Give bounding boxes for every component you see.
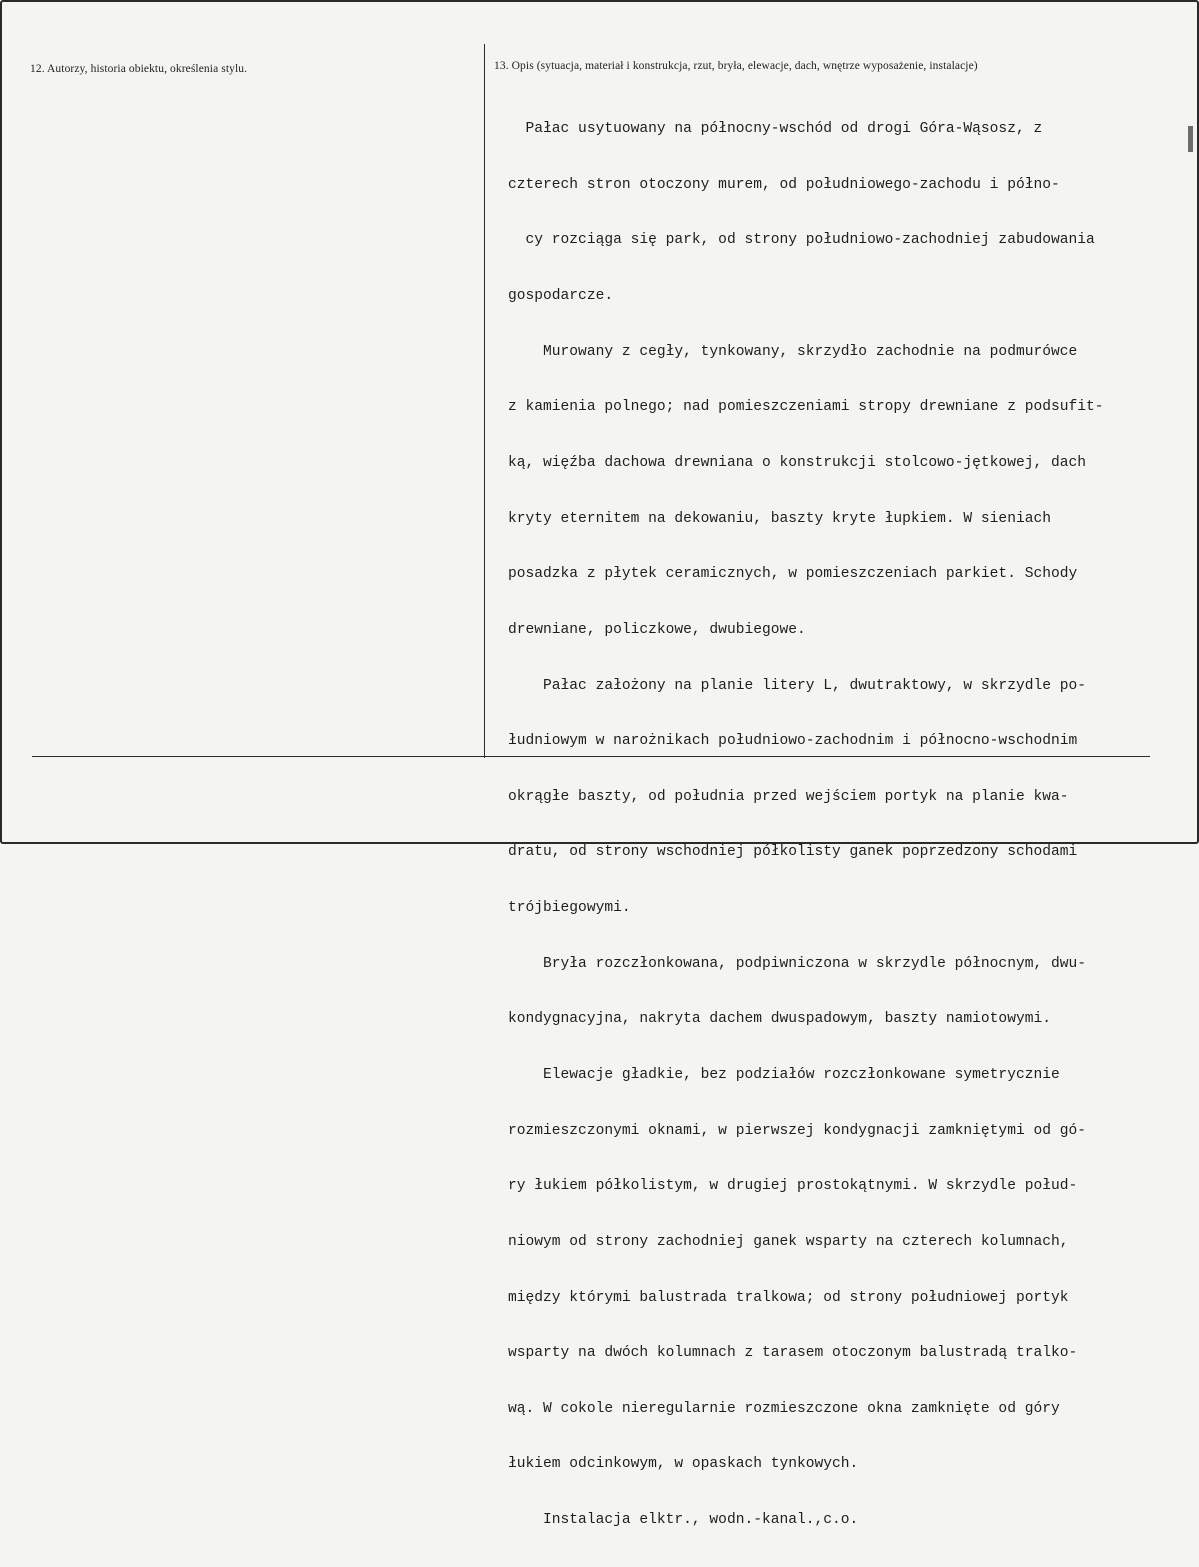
description-line: Pałac usytuowany na północny-wschód od drogi Góra-Wąsosz, z — [508, 121, 1043, 138]
description-line: łudniowym w narożnikach południowo-zachodnim i północno-wschodnim — [508, 733, 1078, 750]
description-line: Elewacje gładkie, bez podziałów rozczłonkowane symetrycznie — [508, 1066, 1060, 1083]
description-line: okrągłe baszty, od południa przed wejściem portyk na planie kwa- — [508, 788, 1069, 805]
column-divider — [484, 44, 485, 758]
field-12-label: 12. Autorzy, historia obiektu, określenia stylu. — [30, 63, 248, 75]
description-line: z kamienia polnego; nad pomieszczeniami stropy drewniane z podsufit- — [508, 399, 1104, 416]
description-line: gospodarcze. — [508, 288, 614, 305]
description-line: dratu, od strony wschodniej półkolisty ganek poprzedzony schodami — [508, 844, 1078, 861]
description-line: cy rozciąga się park, od strony południowo-zachodniej zabudowania — [508, 232, 1095, 249]
field-13-label: 13. Opis (sytuacja, materiał i konstrukcja, rzut, bryła, elewacje, dach, wnętrze wyposażenie, instalacje) — [494, 60, 978, 72]
description-line: niowym od strony zachodniej ganek wsparty na czterech kolumnach, — [508, 1233, 1069, 1250]
description-line: wą. W cokole nieregularnie rozmieszczone okna zamknięte od góry — [508, 1400, 1060, 1417]
description-line: Pałac założony na planie litery L, dwutraktowy, w skrzydle po- — [508, 677, 1087, 694]
description-line: trójbiegowymi. — [508, 900, 631, 917]
description-line: kondygnacyjna, nakryta dachem dwuspadowym, baszty namiotowymi. — [508, 1011, 1051, 1028]
field-13-description — [508, 83, 1198, 1567]
scan-edge-mark — [1188, 126, 1193, 152]
description-line: wsparty na dwóch kolumnach z tarasem otoczonym balustradą tralko- — [508, 1345, 1078, 1362]
description-line: rozmieszczonymi oknami, w pierwszej kondygnacji zamkniętymi od gó- — [508, 1122, 1087, 1139]
description-line: Murowany z cegły, tynkowany, skrzydło zachodnie na podmurówce — [508, 343, 1078, 360]
description-line: Bryła rozczłonkowana, podpiwniczona w skrzydle północnym, dwu- — [508, 955, 1087, 972]
description-line: drewniane, policzkowe, dwubiegowe. — [508, 621, 806, 638]
description-line: czterech stron otoczony murem, od południowego-zachodu i półno- — [508, 176, 1060, 193]
bottom-rule — [32, 756, 1150, 757]
description-line: ry łukiem półkolistym, w drugiej prostokątnymi. W skrzydle połud- — [508, 1178, 1078, 1195]
description-line: łukiem odcinkowym, w opaskach tynkowych. — [508, 1456, 859, 1473]
description-line: między którymi balustrada tralkowa; od strony południowej portyk — [508, 1289, 1069, 1306]
description-line: posadzka z płytek ceramicznych, w pomieszczeniach parkiet. Schody — [508, 566, 1078, 583]
description-line: ką, więźba dachowa drewniana o konstrukcji stolcowo-jętkowej, dach — [508, 454, 1087, 471]
description-line: kryty eternitem na dekowaniu, baszty kryte łupkiem. W sieniach — [508, 510, 1051, 527]
description-line: Instalacja elktr., wodn.-kanal.,c.o. — [508, 1512, 859, 1529]
